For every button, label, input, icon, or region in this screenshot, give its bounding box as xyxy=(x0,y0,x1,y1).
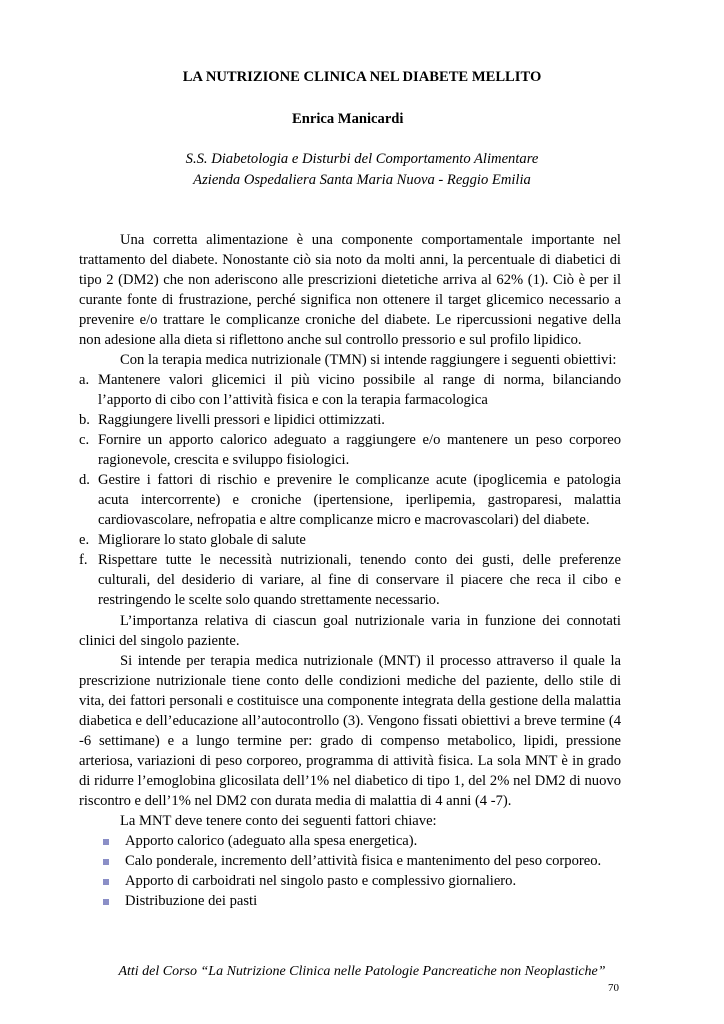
para4-line: -6 settimane) e a lungo termine per: grado di compenso metabolico, lipidi, pressione xyxy=(79,733,621,749)
para3-line: clinici del singolo paziente. xyxy=(79,633,240,649)
list-item-line: restringendo le scelte solo quando strettamente necessario. xyxy=(98,592,440,608)
para1-line: tipo 2 (DM2) che non aderiscono alle prescrizioni dietetiche arriva al 62% (1). Ciò è per il xyxy=(79,272,621,288)
para4-line: di ridurre l’emoglobina glicosilata dell’1% nel diabetico di tipo 1, del 2% nel DM2 di nuovo xyxy=(79,773,621,789)
list-item-line: Raggiungere livelli pressori e lipidici ottimizzati. xyxy=(98,412,385,428)
bullet-item: Distribuzione dei pasti xyxy=(125,893,258,909)
bullet-item: Calo ponderale, incremento dell’attività fisica e mantenimento del peso corporeo. xyxy=(125,853,602,869)
para4-line: prescrizione nutrizionale tiene conto delle condizioni mediche del paziente, dello stile di xyxy=(79,673,621,689)
list-item-line: Migliorare lo stato globale di salute xyxy=(98,532,306,548)
list-item-line: acuta intercorrente) e croniche (ipertensione, iperlipemia, gastroparesi, malattia xyxy=(98,492,621,508)
square-bullet-icon xyxy=(103,899,109,905)
para4-line: vita, dei fattori personali e costituisce una componente integrata della gestione della malattia xyxy=(79,693,621,709)
para1-line: prevenire e/o trattare le complicanze croniche del diabete. Le ripercussioni negative della xyxy=(79,312,621,328)
square-bullet-icon xyxy=(103,859,109,865)
affiliation-line-2: Azienda Ospedaliera Santa Maria Nuova - Reggio Emilia xyxy=(193,172,531,188)
list-marker: c. xyxy=(79,432,90,448)
para5-line: La MNT deve tenere conto dei seguenti fattori chiave: xyxy=(120,813,437,829)
list-marker: d. xyxy=(79,472,90,488)
list-item-line: cardiovascolare, nefropatia e altre complicanze micro e macrovascolari) del diabete. xyxy=(98,512,590,528)
page-footer: Atti del Corso “La Nutrizione Clinica nelle Patologie Pancreatiche non Neoplastiche” xyxy=(118,964,606,979)
bullet-item: Apporto di carboidrati nel singolo pasto e complessivo giornaliero. xyxy=(125,873,517,889)
list-marker: b. xyxy=(79,412,90,428)
para2-line: Con la terapia medica nutrizionale (TMN) si intende raggiungere i seguenti obiettivi: xyxy=(120,352,617,368)
author-name: Enrica Manicardi xyxy=(292,111,404,127)
list-marker: a. xyxy=(79,372,90,388)
para4-line: diabetica e dell’educazione all’autocontrollo (3). Vengono fissati obiettivi a breve termine (4 xyxy=(79,713,621,729)
list-item-line: culturali, del desiderio di variare, al fine di conservare il piacere che reca il cibo e xyxy=(98,572,621,588)
para4-line: riscontro e dell’1% nel DM2 con durata media di malattia di 4 anni (4 -7). xyxy=(79,793,512,809)
bullet-item: Apporto calorico (adeguato alla spesa energetica). xyxy=(125,833,418,849)
para3-line: L’importanza relativa di ciascun goal nutrizionale varia in funzione dei connotati xyxy=(120,613,621,629)
para4-line: arteriosa, variazioni di peso corporeo, programma di attività fisica. La sola MNT è in grado xyxy=(79,753,621,769)
page-number: 70 xyxy=(608,982,619,994)
para1-line: trattamento del diabete. Nonostante ciò sia noto da molti anni, la percentuale di diabetici di xyxy=(79,252,621,268)
para1-line: non adesione alla dieta si riflettono anche sul controllo pressorio e sul profilo lipidico. xyxy=(79,332,582,348)
list-item-line: l’apporto di cibo con l’attività fisica e con la terapia farmacologica xyxy=(98,392,488,408)
affiliation-line-1: S.S. Diabetologia e Disturbi del Comportamento Alimentare xyxy=(185,151,539,167)
para1-line: Una corretta alimentazione è una componente comportamentale importante nel xyxy=(120,232,621,248)
list-marker: f. xyxy=(79,552,88,568)
square-bullet-icon xyxy=(103,839,109,845)
list-marker: e. xyxy=(79,532,90,548)
list-item-line: Gestire i fattori di rischio e prevenire le complicanze acute (ipoglicemia e patologia xyxy=(98,472,621,488)
list-item-line: Rispettare tutte le necessità nutrizionali, tenendo conto dei gusti, delle preferenze xyxy=(98,552,621,568)
list-item-line: Fornire un apporto calorico adeguato a raggiungere e/o mantenere un peso corporeo xyxy=(98,432,621,448)
para4-line: Si intende per terapia medica nutrizionale (MNT) il processo attraverso il quale la xyxy=(120,653,621,669)
list-item-line: ragionevole, crescita e sviluppo fisiologici. xyxy=(98,452,350,468)
para1-line: curante fonte di frustrazione, perché significa non ottenere il target glicemico necessario a xyxy=(79,292,621,308)
list-item-line: Mantenere valori glicemici il più vicino possibile al range di norma, bilanciando xyxy=(98,372,621,388)
square-bullet-icon xyxy=(103,879,109,885)
document-title: LA NUTRIZIONE CLINICA NEL DIABETE MELLITO xyxy=(182,69,542,85)
